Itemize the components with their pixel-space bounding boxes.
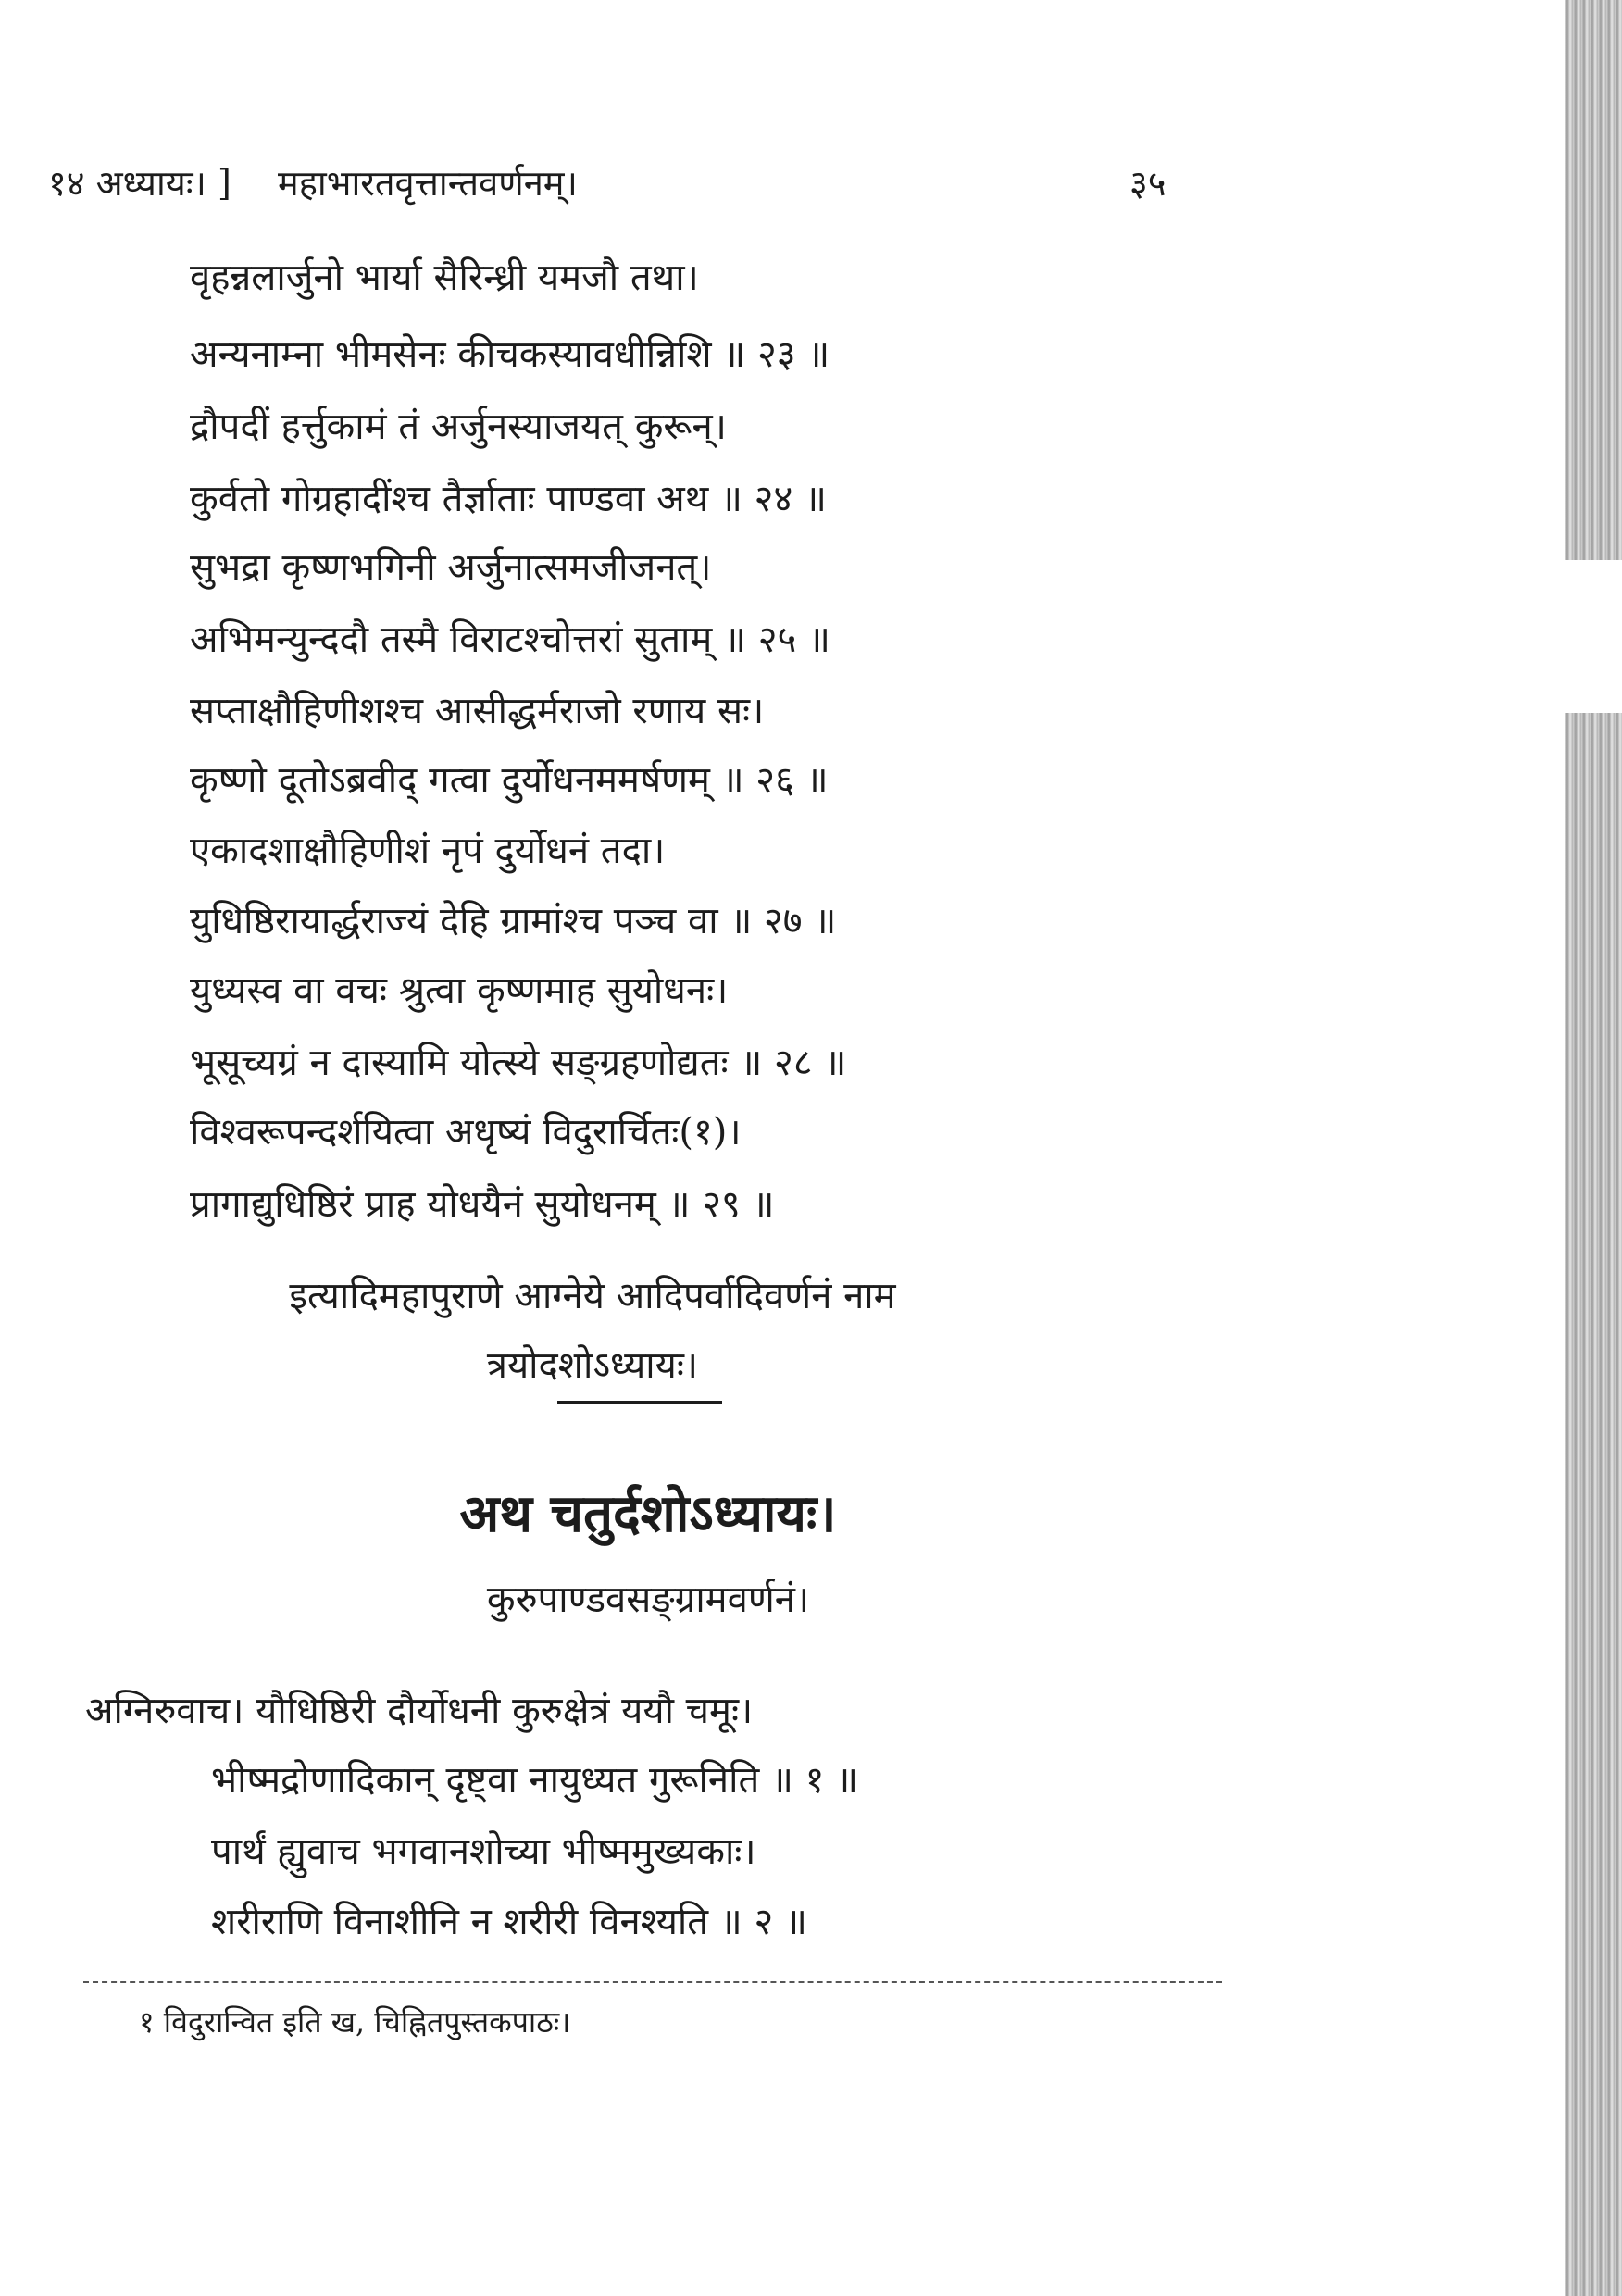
- chapter-title: अथ चतुर्दशोऽध्यायः।: [459, 1483, 837, 1544]
- verse-line: एकादशाक्षौहिणीशं नृपं दुर्योधनं तदा।: [190, 830, 666, 872]
- page-number: ३५: [1129, 163, 1167, 204]
- verse-line: भीष्मद्रोणादिकान् दृष्ट्वा नायुध्यत गुरूनिति ॥ १ ॥: [211, 1759, 859, 1802]
- scanned-page-edge: [1565, 0, 1622, 2296]
- verse-line: वृहन्नलार्जुनो भार्या सैरिन्ध्री यमजौ तथा।: [190, 256, 699, 299]
- verse-line: अभिमन्युन्ददौ तस्मै विराटश्चोत्तरां सुताम् ॥ २५ ॥: [190, 618, 830, 661]
- verse-line: विश्वरूपन्दर्शयित्वा अधृष्यं विदुरार्चितः(१)।: [190, 1111, 742, 1154]
- verse-line: पार्थं ह्युवाच भगवानशोच्या भीष्ममुख्यकाः।: [211, 1830, 756, 1873]
- section-divider: [557, 1401, 722, 1404]
- verse-line: अन्यनाम्ना भीमसेनः कीचकस्यावधीन्निशि ॥ २३ ॥: [190, 333, 830, 376]
- footnote: १ विदुरान्वित इति ख, चिह्नितपुस्तकपाठः।: [139, 2004, 571, 2040]
- colophon-line: इत्यादिमहापुराणे आग्नेये आदिपर्वादिवर्णनं नाम: [289, 1275, 896, 1317]
- verse-line: भूसूच्यग्रं न दास्यामि योत्स्ये सङ्ग्रहणोद्यतः ॥ २८ ॥: [190, 1042, 847, 1084]
- verse-line: सुभद्रा कृष्णभगिनी अर्जुनात्समजीजनत्।: [190, 546, 712, 589]
- footnote-separator: [83, 1981, 1222, 1983]
- running-header: [48, 156, 1205, 211]
- header-title: महाभारतवृत्तान्तवर्णनम्।: [278, 163, 578, 204]
- verse-line: शरीराणि विनाशीनि न शरीरी विनश्यति ॥ २ ॥: [211, 1901, 807, 1943]
- chapter-subtitle: कुरुपाण्डवसङ्ग्रामवर्णनं।: [486, 1578, 810, 1621]
- verse-line: द्रौपदीं हर्त्तुकामं तं अर्जुनस्याजयत् कुरून्।: [190, 406, 727, 448]
- verse-line: प्रागाद्युधिष्ठिरं प्राह योधयैनं सुयोधनम् ॥ २९ ॥: [190, 1183, 775, 1226]
- header-chapter-label: १४ अध्यायः। ]: [48, 163, 231, 204]
- verse-line: अग्निरुवाच। यौधिष्ठिरी दौर्योधनी कुरुक्षेत्रं ययौ चमूः।: [85, 1690, 754, 1732]
- verse-line: सप्ताक्षौहिणीशश्च आसीद्धर्मराजो रणाय सः।: [190, 690, 765, 732]
- colophon-line: त्रयोदशोऽध्यायः।: [486, 1344, 699, 1387]
- verse-line: कृष्णो दूतोऽब्रवीद् गत्वा दुर्योधनममर्षणम् ॥ २६ ॥: [190, 759, 829, 802]
- verse-line: युध्यस्व वा वचः श्रुत्वा कृष्णमाह सुयोधनः।: [190, 969, 729, 1012]
- verse-line: युधिष्ठिरायार्द्धराज्यं देहि ग्रामांश्च पञ्च वा ॥ २७ ॥: [190, 900, 837, 942]
- verse-line: कुर्वतो गोग्रहादींश्च तैर्ज्ञाताः पाण्डवा अथ ॥ २४ ॥: [190, 478, 827, 520]
